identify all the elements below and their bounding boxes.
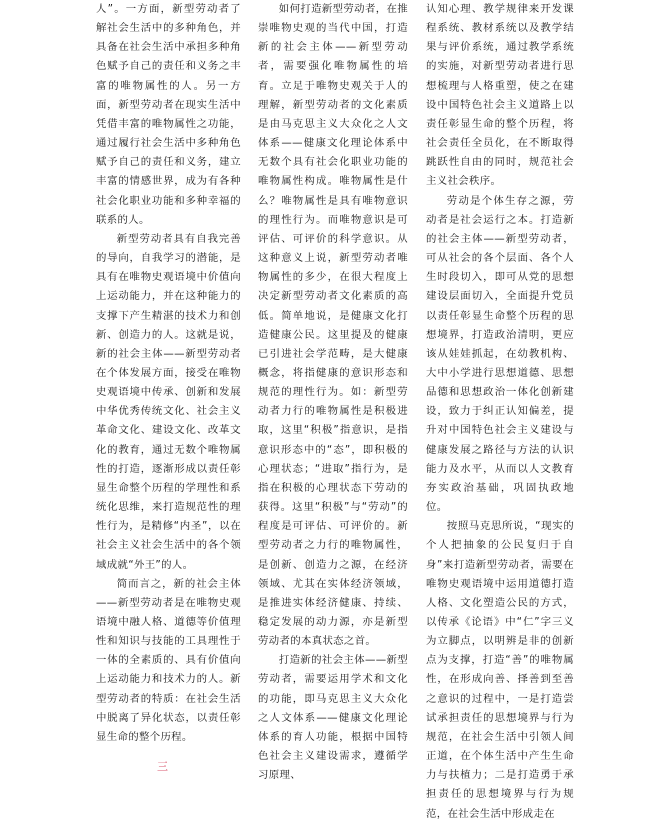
paragraph: 新型劳动者具有自我完善的导向，自我学习的潜能，是具有在唯物史观语境中价值向上运动能力，并在这种能力的支撑下产生精湛的技术力和创新、创造力的人。这就是说，新的社会主体——新型劳动者在个体发展方面，接受在唯物史观语境中传承、创新和发展中华优秀传统文化、社会主义革命文化、建设文化、改革文化的教育，通过无数个唯物属性的打造，逐渐形成以责任彰显生命整个历程的学理性和系统化思维，来打造规范性的理性行为，是精修“内圣”，以在社会主义社会生活中的各个领域成就“外王”的人。 xyxy=(96,232,241,571)
paragraph: 如何打造新型劳动者，在推崇唯物史观的当代中国，打造新的社会主体——新型劳动者，需要强化唯物属性的培育。立足于唯物史观关于人的理解，新型劳动者的文化素质是由马克思主义大众化之人文体系——健康文化理论体系中无数个具有社会化职业功能的唯物属性构成。唯物属性是什么？唯物属性是具有唯物意识的理性行为。而唯物意识是可评估、可评价的科学意识。从这种意义上说，新型劳动者唯物属性的多少，在很大程度上决定新型劳动者文化素质的高低。简单地说，是健康文化打造健康公民。这里提及的健康已引进社会学范畴，是大健康概念，将指健康的意识形态和规范的理性行为。如：新型劳动者力行的唯物属性是积极进取，这里“积极”指意识，是指意识形态中的“态”，即积极的心理状态；“进取”指行为，是指在积极的心理状态下劳动的获得。这里“积极”与“劳动”的程度是可评估、可评价的。新型劳动者之力行的唯物属性，是创新、创造力之源，在经济领域、尤其在实体经济领域，是推进实体经济健康、持续、稳定发展的动力源，亦是新型劳动者的本真状态之首。 xyxy=(258,3,408,648)
text-column-right xyxy=(426,0,574,824)
page-number: 三 xyxy=(157,761,168,773)
text-column-left xyxy=(96,0,241,747)
paragraph: 人”。一方面，新型劳动者了解社会生活中的多种角色，并具备在社会生活中承担多种角色赋予自己的责任和义务之丰富的唯物属性的人。另一方面，新型劳动者在现实生活中凭借丰富的唯物属性之功能，通过履行社会生活中多种角色赋予自己的责任和义务，建立丰富的情感世界，成为有各种社会化职业功能和多种幸福的联系的人。 xyxy=(96,3,241,226)
text-column-middle xyxy=(258,0,408,785)
paragraph: 认知心理、教学规律来开发课程系统、教材系统以及教学结果与评价系统，通过教学系统的实施，对新型劳动者进行思想梳理与人格重塑，使之在建设中国特色社会主义道路上以责任彰显生命的整个历程，将社会责任全员化，在不断取得跳跃性自由的同时，规范社会主义社会秩序。 xyxy=(426,3,574,188)
paragraph: 按照马克思所说，“现实的个人把抽象的公民复归于自身”来打造新型劳动者，需要在唯物史观语境中运用道德打造人格、文化塑造公民的方式，以传承《论语》中“仁”字三义为立脚点，以明辨是非的创新点为支撑，打造“善”的唯物属性，在形成向善、择善到至善之意识的过程中，一是打造尝试承担责任的思想境界与行为规范，在社会生活中引领人间正道，在个体生活中产生生命力与扶植力；二是打造勇于承担责任的思想境界与行为规范，在社会生活中形成走在 xyxy=(426,520,574,820)
paragraph: 简而言之，新的社会主体——新型劳动者是在唯物史观语境中融人格、道德等价值理性和知识与技能的工具理性于一体的全素质的、具有价值向上运动能力和技术力的人。新型劳动者的特质：在社会生活中脱离了异化状态，以责任彰显生命的整个历程。 xyxy=(96,577,241,743)
paragraph: 劳动是个体生存之源，劳动者是社会运行之本。打造新的社会主体——新型劳动者，可从社会的各个层面、各个人生时段切入，即可从党的思想建设层面切入，全面提升党员以责任彰显生命整个历程的思想境界，打造政治清明，更应该从娃娃抓起，在幼教机构、大中小学进行思想道德、思想品德和思想政治一体化创新建设，致力于纠正认知偏差，提升对中国特色社会主义建设与健康发展之路径与方法的认识能力及水平，从而以人文教育夯实政治基础，巩固执政地位。 xyxy=(426,194,574,514)
paragraph: 打造新的社会主体——新型劳动者，需要运用学术和文化的功能，即马克思主义大众化之人文体系——健康文化理论体系的育人功能，根据中国特色社会主义建设需求，遵循学习原理、 xyxy=(258,654,408,782)
